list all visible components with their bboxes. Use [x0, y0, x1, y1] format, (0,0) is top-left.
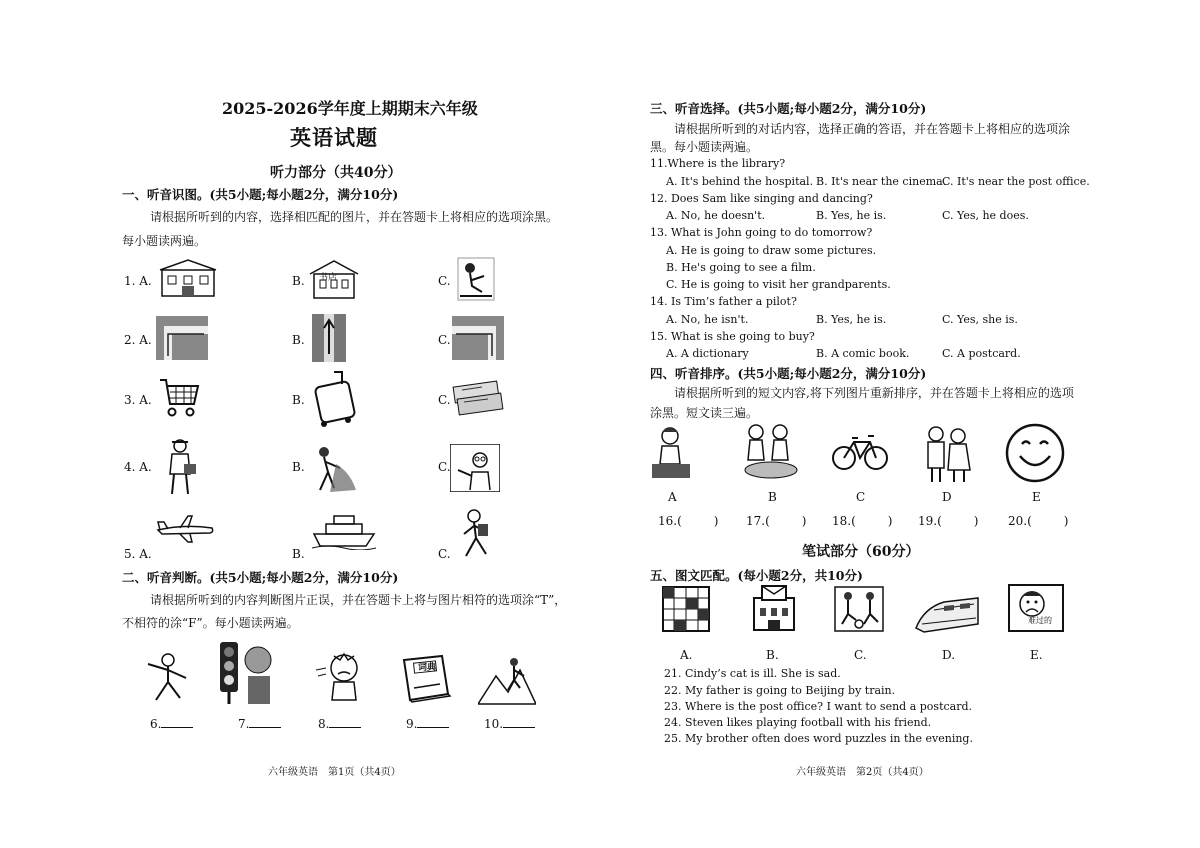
tickets-icon: [452, 378, 504, 418]
q9-blank: 9.: [406, 717, 449, 731]
section-1-heading: 一、听音识图。(共5小题;每小题2分，满分10分): [122, 187, 399, 202]
listening-heading: 听力部分（共40分）: [270, 165, 402, 181]
q3-label-a: 3. A.: [124, 393, 152, 407]
q1-label-a: 1. A.: [124, 274, 152, 288]
suitcase-icon: [312, 370, 358, 428]
q1-label-b: B.: [292, 274, 305, 288]
children-cooking-icon: [740, 420, 802, 482]
road-straight-icon: [312, 314, 346, 362]
shopping-mall-icon: [158, 258, 218, 298]
ship-icon: [312, 512, 376, 550]
answer-line: [417, 717, 449, 728]
q12-question: 12. Does Sam like singing and dancing?: [650, 192, 873, 205]
fisherman-icon: [310, 442, 360, 494]
match-letter-a: A.: [680, 648, 693, 662]
q15-option-c: C. A postcard.: [942, 347, 1021, 360]
q14-option-c: C. Yes, she is.: [942, 313, 1018, 326]
q17-answer-slot[interactable]: 17.( ): [746, 514, 807, 528]
q5-label-c: C.: [438, 547, 451, 561]
crossword-puzzle-icon: [662, 586, 710, 632]
q3-label-b: B.: [292, 393, 305, 407]
q14-question: 14. Is Tim’s father a pilot?: [650, 295, 797, 308]
q4-label-c: C.: [438, 460, 451, 474]
q5-label-a: 5. A.: [124, 547, 152, 561]
q11-option-c: C. It's near the post office.: [942, 175, 1090, 188]
q3-label-c: C.: [438, 393, 451, 407]
exam-header-line: 2025-2026学年度上期期末六年级: [222, 99, 478, 118]
teacher-icon: [450, 444, 500, 492]
q15-option-a: A. A dictionary: [666, 347, 749, 360]
order-letter-b: B: [768, 490, 777, 504]
exam-title: 英语试题: [290, 125, 378, 150]
q5-label-b: B.: [292, 547, 305, 561]
section-2-heading: 二、听音判断。(共5小题;每小题2分，满分10分): [122, 570, 399, 585]
q14-option-b: B. Yes, he is.: [816, 313, 887, 326]
person-sitting-icon: [456, 256, 496, 302]
q7-blank: 7.: [238, 717, 281, 731]
section-3-heading: 三、听音选择。(共5小题;每小题2分，满分10分): [650, 101, 927, 116]
q2-label-c: C.: [438, 333, 451, 347]
section-2-instruction-2: 不相符的涂“F”。每小题读两遍。: [122, 616, 299, 630]
dictionary-label: 词典: [418, 663, 437, 673]
sad-face-label: 难过的: [1028, 616, 1052, 625]
q13-option-c: C. He is going to visit her grandparents.: [666, 278, 891, 291]
section-4-instruction-2: 涂黑。短文读三遍。: [650, 406, 759, 420]
football-players-icon: [834, 586, 884, 632]
q11-option-b: B. It's near the cinema.: [816, 175, 947, 188]
q13-question: 13. What is John going to do tomorrow?: [650, 226, 873, 239]
angry-boy-icon: [314, 650, 372, 702]
q13-option-a: A. He is going to draw some pictures.: [666, 244, 877, 257]
post-office-icon: [748, 584, 800, 632]
postman-icon: [160, 438, 200, 496]
match-letter-e: E.: [1030, 648, 1043, 662]
q8-blank: 8.: [318, 717, 361, 731]
q11-question: 11.Where is the library?: [650, 157, 786, 170]
q14-option-a: A. No, he isn't.: [666, 313, 749, 326]
section-5-heading: 五、图文匹配。(每小题2分，共10分): [650, 568, 863, 583]
q10-blank: 10.: [484, 717, 535, 731]
section-4-instruction: 请根据所听到的短文内容,将下列图片重新排序，并在答题卡上将相应的选项: [674, 386, 1074, 400]
sentence-25: 25. My brother often does word puzzles in the evening.: [664, 732, 973, 745]
bullet-train-icon: [914, 594, 980, 634]
q12-option-a: A. No, he doesn't.: [666, 209, 766, 222]
q12-option-b: B. Yes, he is.: [816, 209, 887, 222]
section-1-instruction-2: 每小题读两遍。: [122, 234, 207, 248]
q13-option-b: B. He's going to see a film.: [666, 261, 816, 274]
q2-label-b: B.: [292, 333, 305, 347]
hiker-mountain-icon: [478, 656, 536, 706]
exam-page-2: [600, 0, 1200, 848]
section-1-instruction: 请根据所听到的内容，选择相匹配的图片，并在答题卡上将相应的选项涂黑。: [150, 210, 559, 224]
section-4-heading: 四、听音排序。(共5小题;每小题2分，满分10分): [650, 366, 927, 381]
smiley-face-icon: [1004, 422, 1066, 484]
walking-student-icon: [454, 508, 494, 560]
kungfu-icon: [140, 650, 194, 704]
bicycle-icon: [832, 428, 888, 472]
q1-label-c: C.: [438, 274, 451, 288]
written-heading: 笔试部分（60分）: [802, 544, 920, 560]
section-2-instruction: 请根据所听到的内容判断图片正误，并在答题卡上将与图片相符的选项涂“T”，: [150, 593, 567, 607]
q18-answer-slot[interactable]: 18.( ): [832, 514, 893, 528]
grandparents-icon: [922, 424, 974, 484]
section-3-instruction: 请根据所听到的对话内容，选择正确的答语，并在答题卡上将相应的选项涂: [674, 122, 1071, 136]
section-3-instruction-2: 黑。每小题读两遍。: [650, 140, 759, 154]
bookstore-sign: 书店: [319, 273, 338, 283]
q2-label-a: 2. A.: [124, 333, 152, 347]
order-letter-a: A: [668, 490, 677, 504]
answer-line: [503, 717, 535, 728]
sentence-23: 23. Where is the post office? I want to send a postcard.: [664, 700, 973, 713]
order-letter-c: C: [856, 490, 866, 504]
q19-answer-slot[interactable]: 19.( ): [918, 514, 979, 528]
q6-blank: 6.: [150, 717, 193, 731]
answer-line: [249, 717, 281, 728]
q15-question: 15. What is she going to buy?: [650, 330, 815, 343]
match-letter-b: B.: [766, 648, 779, 662]
order-letter-e: E: [1032, 490, 1041, 504]
map-turn-left-icon: [156, 316, 208, 360]
order-letter-d: D: [942, 490, 952, 504]
sentence-24: 24. Steven likes playing football with his friend.: [664, 716, 932, 729]
q4-label-b: B.: [292, 460, 305, 474]
q12-option-c: C. Yes, he does.: [942, 209, 1029, 222]
q4-label-a: 4. A.: [124, 460, 152, 474]
answer-line: [329, 717, 361, 728]
airplane-icon: [154, 514, 216, 544]
page-1-footer: 六年级英语 第1页（共4页）: [268, 767, 401, 778]
cooking-girl-icon: [648, 424, 694, 482]
shopping-cart-icon: [158, 376, 200, 420]
q11-option-a: A. It's behind the hospital.: [666, 175, 814, 188]
q15-option-b: B. A comic book.: [816, 347, 910, 360]
map-turn-right-icon: [452, 316, 504, 360]
q20-answer-slot[interactable]: 20.( ): [1008, 514, 1069, 528]
sentence-21: 21. Cindy’s cat is ill. She is sad.: [664, 667, 841, 680]
sentence-22: 22. My father is going to Beijing by train.: [664, 684, 896, 697]
match-letter-d: D.: [942, 648, 956, 662]
traffic-light-icon: [218, 640, 282, 706]
answer-line: [161, 717, 193, 728]
q16-answer-slot[interactable]: 16.( ): [658, 514, 719, 528]
match-letter-c: C.: [854, 648, 867, 662]
page-2-footer: 六年级英语 第2页（共4页）: [796, 767, 929, 778]
